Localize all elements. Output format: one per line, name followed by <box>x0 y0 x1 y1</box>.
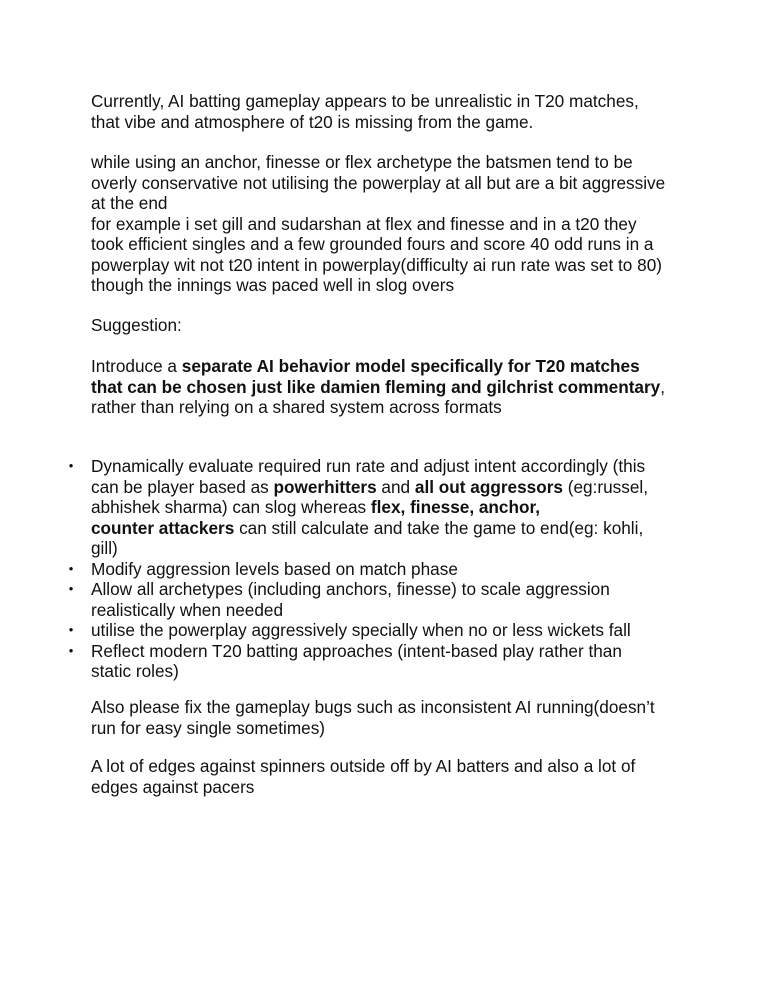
text-line <box>91 497 772 518</box>
text-line: took efficient singles and a few grounded fours and score 40 odd runs in a <box>91 234 654 254</box>
text-line <box>91 518 772 539</box>
list-item-text <box>91 559 772 580</box>
text-line: Reflect modern T20 batting approaches (intent-based play rather than <box>91 640 622 661</box>
text-line: Also please fix the gameplay bugs such as inconsistent AI running(doesn’t <box>91 697 655 717</box>
text-line <box>91 377 691 398</box>
text-line: powerplay wit not t20 intent in powerplay(difficulty ai run rate was set to 80) <box>91 254 662 275</box>
text-line: rather than relying on a shared system across formats <box>91 397 502 417</box>
bold-text: that can be chosen just like damien fleming and gilchrist commentary <box>91 376 661 397</box>
text-line: static roles) <box>91 661 179 681</box>
list-item <box>0 456 772 559</box>
plain-text: Introduce a <box>91 356 182 376</box>
text-line: for example i set gill and sudarshan at flex and finesse and in a t20 they <box>91 213 637 234</box>
text-line: at the end <box>91 193 168 213</box>
intro-paragraph <box>91 91 691 132</box>
list-item-text <box>91 579 772 620</box>
text-line: edges against pacers <box>91 776 255 797</box>
text-line: Dynamically evaluate required run rate and adjust intent accordingly (this <box>91 456 646 476</box>
text-line: Currently, AI batting gameplay appears to be unrealistic in T20 matches, <box>91 91 639 111</box>
bugs-paragraph <box>91 697 691 738</box>
plain-text: (eg:russel, <box>562 476 648 497</box>
list-item <box>0 559 772 580</box>
bullet-icon: • <box>68 642 74 658</box>
text-line: run for easy single sometimes) <box>91 717 326 738</box>
bullet-icon: • <box>68 560 74 576</box>
text-line: though the innings was paced well in slog overs <box>91 275 455 295</box>
plain-text: can still calculate and take the game to end(eg: kohli, <box>234 517 644 538</box>
text-line: realistically when needed <box>91 599 284 620</box>
list-item <box>0 641 772 682</box>
bullet-icon: • <box>68 622 74 637</box>
text-line: while using an anchor, finesse or flex archetype the batsmen tend to be <box>91 152 633 172</box>
text-line: that vibe and atmosphere of t20 is missing from the game. <box>91 111 534 132</box>
list-item <box>0 620 772 641</box>
text-line: overly conservative not utilising the powerplay at all but are a bit aggressive <box>91 172 666 193</box>
edges-paragraph <box>91 756 691 797</box>
suggestion-paragraph <box>91 356 691 418</box>
bullet-icon: • <box>68 458 74 473</box>
text-line: gill) <box>91 538 118 558</box>
plain-text: can be player based as <box>91 476 274 497</box>
bullet-icon: • <box>68 581 74 596</box>
suggestion-heading <box>91 315 691 336</box>
bold-text: counter attackers <box>91 517 235 538</box>
heading-text: Suggestion: <box>91 315 182 335</box>
text-line: utilise the powerplay aggressively specially when no or less wickets fall <box>91 620 631 640</box>
text-line: Allow all archetypes (including anchors, finesse) to scale aggression <box>91 579 610 599</box>
plain-text: , <box>660 376 666 397</box>
bold-text: flex, finesse, anchor, <box>370 497 541 517</box>
text-line: A lot of edges against spinners outside off by AI batters and also a lot of <box>91 756 636 776</box>
text-line: Modify aggression levels based on match phase <box>91 558 458 579</box>
suggestion-bullet-list <box>0 456 772 682</box>
problem-paragraph <box>91 152 691 296</box>
plain-text: and <box>376 476 415 497</box>
text-line <box>91 477 772 498</box>
text-line <box>91 356 691 377</box>
list-item <box>0 579 772 620</box>
list-item-text <box>91 456 772 559</box>
list-item-text <box>91 620 772 641</box>
bold-text: all out aggressors <box>414 476 563 497</box>
list-item-text <box>91 641 772 682</box>
bold-text: powerhitters <box>273 476 377 497</box>
plain-text: abhishek sharma) can slog whereas <box>91 497 371 517</box>
bold-text: separate AI behavior model specifically for T20 matches <box>181 356 640 376</box>
